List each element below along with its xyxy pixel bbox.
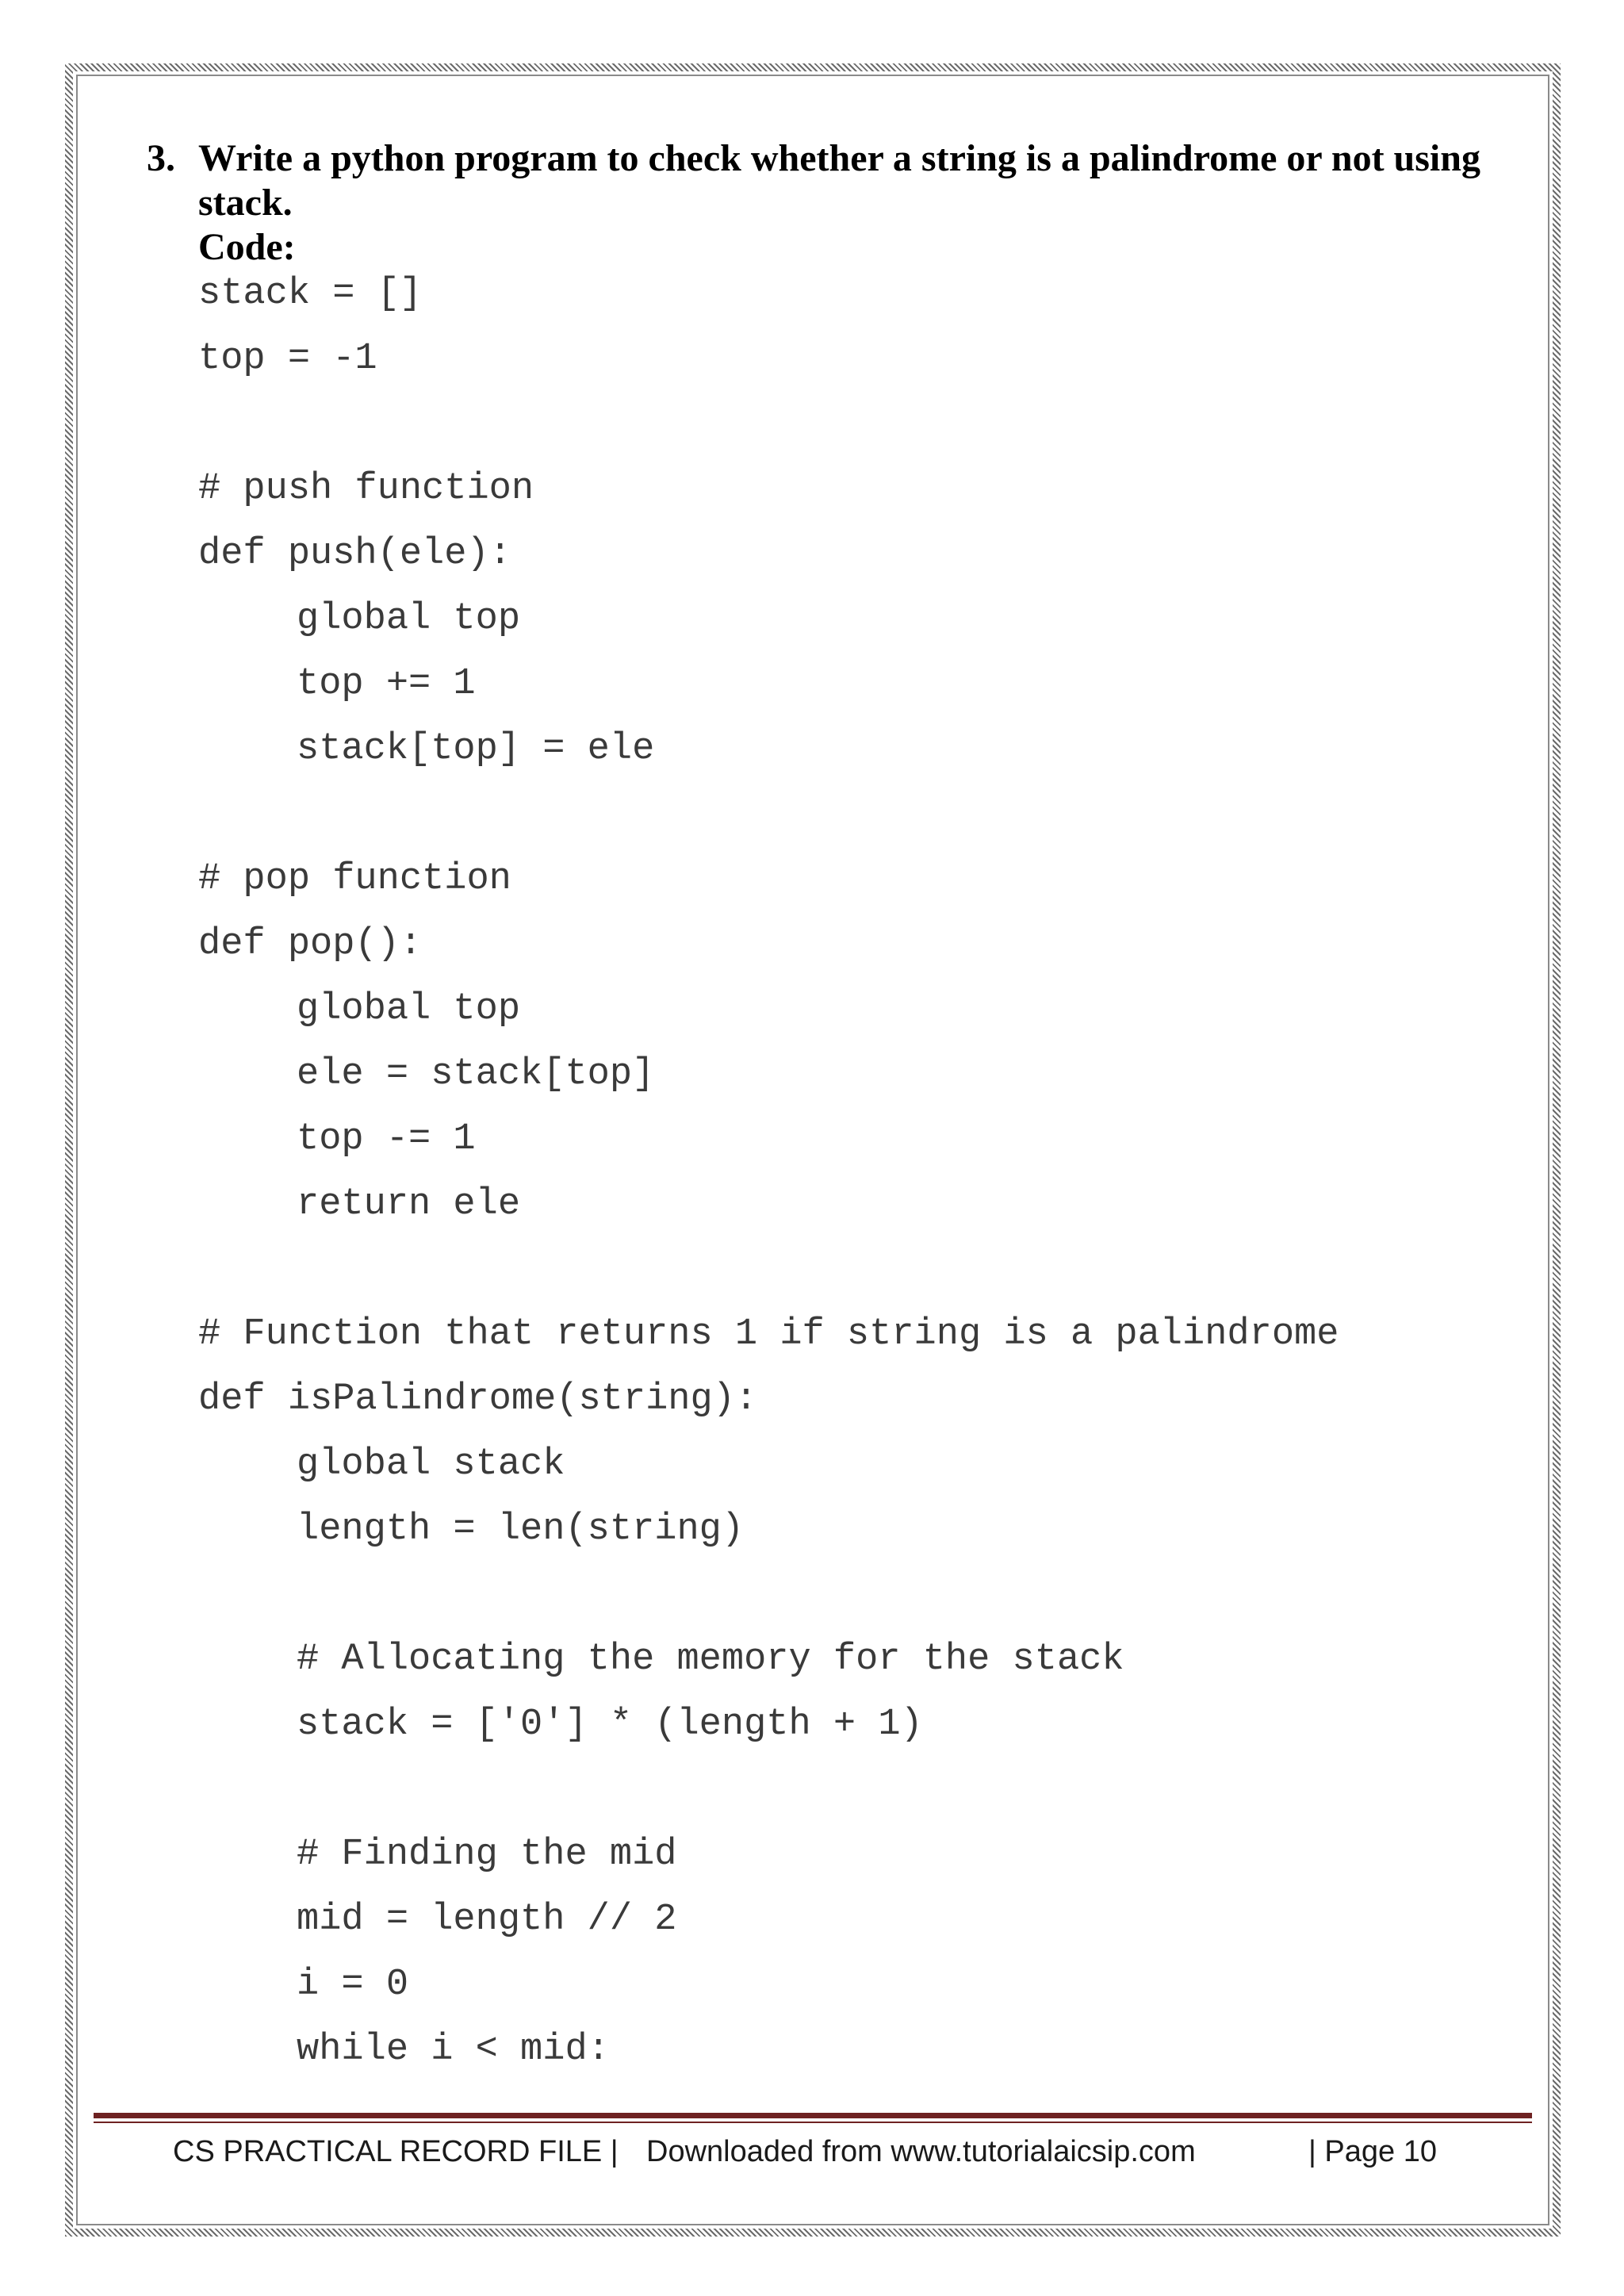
code-line: stack[top] = ele: [297, 728, 655, 770]
code-line: top += 1: [297, 663, 476, 705]
code-line: def pop():: [198, 923, 423, 965]
code-line: [198, 1757, 1339, 1823]
footer-rule-thin: [94, 2122, 1532, 2123]
code-line: top -= 1: [297, 1118, 476, 1160]
question-number: 3.: [147, 137, 175, 179]
code-line: ele = stack[top]: [297, 1053, 655, 1095]
code-line: # Allocating the memory for the stack: [297, 1639, 1124, 1681]
code-line: while i < mid:: [297, 2029, 610, 2071]
question-text: Write a python program to check whether a string is a palindrome or not using stack.: [198, 137, 1480, 224]
code-line: # Finding the mid: [297, 1834, 677, 1876]
code-block: [198, 262, 1339, 2083]
code-line: [198, 392, 1339, 457]
code-line: global top: [297, 598, 521, 640]
code-line: [198, 782, 1339, 847]
code-line: top = -1: [198, 338, 377, 380]
footer-source: Downloaded from www.tutorialaicsip.com: [646, 2135, 1196, 2168]
code-line: global stack: [297, 1443, 565, 1485]
code-line: stack = ['0'] * (length + 1): [297, 1704, 923, 1746]
code-line: [198, 1237, 1339, 1302]
code-line: [198, 1562, 1339, 1627]
code-line: length = len(string): [297, 1508, 745, 1550]
code-line: def isPalindrome(string):: [198, 1378, 758, 1420]
footer-title: CS PRACTICAL RECORD FILE |: [173, 2135, 619, 2168]
page-footer: [0, 2132, 1624, 2171]
footer-page-number: | Page 10: [1308, 2135, 1438, 2168]
code-line: i = 0: [297, 1964, 409, 2006]
code-line: # push function: [198, 468, 534, 510]
code-line: mid = length // 2: [297, 1899, 677, 1941]
code-line: def push(ele):: [198, 533, 511, 575]
footer-rule: [94, 2113, 1532, 2118]
code-line: # Function that returns 1 if string is a palindrome: [198, 1313, 1339, 1355]
code-line: global top: [297, 988, 521, 1030]
code-line: stack = []: [198, 273, 423, 315]
code-label: Code:: [198, 226, 296, 268]
code-line: # pop function: [198, 858, 511, 900]
code-line: return ele: [297, 1183, 521, 1225]
